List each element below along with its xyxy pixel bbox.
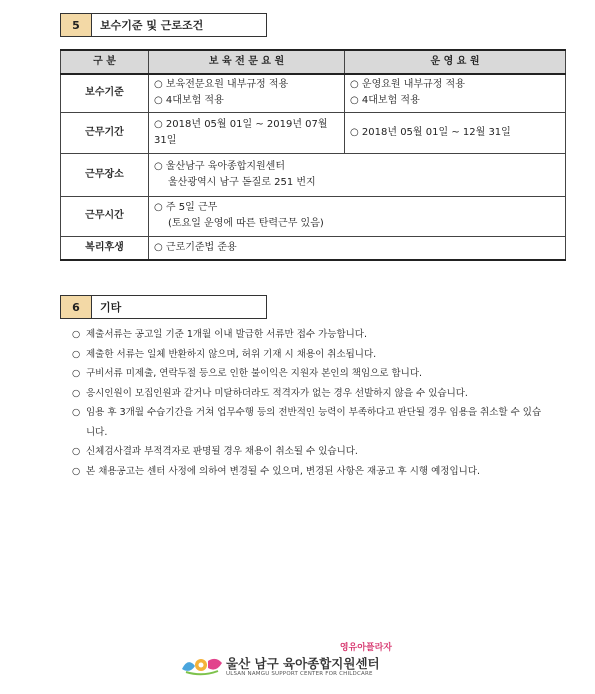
table-cell xyxy=(149,74,345,112)
list-item xyxy=(72,442,542,462)
table-cell xyxy=(345,74,566,112)
section-number: 5 xyxy=(60,13,92,37)
column-header: 운 영 요 원 xyxy=(345,50,566,74)
row-label: 근무시간 xyxy=(61,196,149,236)
conditions-table xyxy=(60,49,566,261)
cell-line: ○ 주 5일 근무 xyxy=(154,202,218,213)
bullet-icon: ○ xyxy=(72,407,81,418)
cell-line: ○ 운영요원 내부규정 적용 xyxy=(350,79,465,91)
section-5-header xyxy=(60,13,267,37)
table-row xyxy=(61,236,566,260)
list-item xyxy=(72,325,542,345)
cell-line: ○ 4대보험 적용 xyxy=(154,95,224,107)
section-title: 보수기준 및 근로조건 xyxy=(92,13,267,37)
table-cell xyxy=(149,196,566,236)
note-text: 제출한 서류는 일체 반환하지 않으며, 허위 기재 시 채용이 취소됩니다. xyxy=(86,348,377,360)
row-label: 보수기준 xyxy=(61,74,149,112)
table-row xyxy=(61,153,566,196)
note-text: 응시인원이 모집인원과 같거나 미달하더라도 적격자가 없는 경우 선발하지 않을 수 있습니다. xyxy=(86,387,468,399)
list-item xyxy=(72,345,542,365)
bullet-icon: ○ xyxy=(72,465,81,477)
table-cell xyxy=(149,153,566,196)
note-text: 구비서류 미제출, 연락두절 등으로 인한 불이익은 지원자 본인의 책임으로 합니다. xyxy=(86,368,423,379)
bullet-icon: ○ xyxy=(72,446,81,457)
section-6-header xyxy=(60,295,267,319)
table-row xyxy=(61,196,566,236)
table-row xyxy=(61,112,566,153)
bullet-icon: ○ xyxy=(72,329,81,340)
note-text: 제출서류는 공고일 기준 1개월 이내 발급한 서류만 접수 가능합니다. xyxy=(86,329,368,340)
row-label: 근무기간 xyxy=(61,112,149,153)
section-number: 6 xyxy=(60,295,92,319)
org-name-english: ULSAN NAMGU SUPPORT CENTER FOR CHILDCARE xyxy=(226,671,373,677)
table-cell: ○ 2018년 05월 01일 ~ 12월 31일 xyxy=(345,112,566,153)
note-text: 임용 후 3개월 수습기간을 거쳐 업무수행 등의 전반적인 능력이 부족하다고 판단될 경우 임용을 취소할 수 있습니다. xyxy=(86,407,542,438)
table-cell: ○ 2018년 05월 01일 ~ 2019년 07월 31일 xyxy=(149,112,345,153)
table-cell: ○ 근로기준법 준용 xyxy=(149,236,566,260)
column-header: 구 분 xyxy=(61,50,149,74)
list-item xyxy=(72,364,542,384)
column-header: 보 육 전 문 요 원 xyxy=(149,50,345,74)
bullet-icon: ○ xyxy=(72,387,81,399)
list-item xyxy=(72,403,542,442)
notes-list xyxy=(72,325,542,481)
list-item xyxy=(72,462,542,482)
note-text: 신체검사결과 부적격자로 판명될 경우 채용이 취소될 수 있습니다. xyxy=(86,446,358,457)
bullet-icon: ○ xyxy=(72,348,81,360)
section-title: 기타 xyxy=(92,295,267,319)
cell-line: (토요일 운영에 따른 탄력근무 있음) xyxy=(168,218,324,229)
bullet-icon: ○ xyxy=(72,368,81,379)
cell-line: 울산광역시 남구 돋질로 251 번지 xyxy=(168,176,316,188)
row-label: 복리후생 xyxy=(61,236,149,260)
note-text: 본 채용공고는 센터 사정에 의하여 변경될 수 있으며, 변경된 사항은 재공고 후 시행 예정입니다. xyxy=(86,465,481,477)
row-label: 근무장소 xyxy=(61,153,149,196)
cell-line: ○ 보육전문요원 내부규정 적용 xyxy=(154,79,289,91)
cell-line: ○ 울산남구 육아종합지원센터 xyxy=(154,160,286,172)
cell-line: ○ 4대보험 적용 xyxy=(350,95,420,107)
footer-logo xyxy=(180,640,420,684)
list-item xyxy=(72,384,542,404)
brand-name: 영유아플라자 xyxy=(339,643,392,653)
center-logo-icon xyxy=(180,654,224,676)
org-name: 울산 남구 육아종합지원센터 xyxy=(226,656,380,671)
table-header-row xyxy=(61,50,566,74)
table-row xyxy=(61,74,566,112)
